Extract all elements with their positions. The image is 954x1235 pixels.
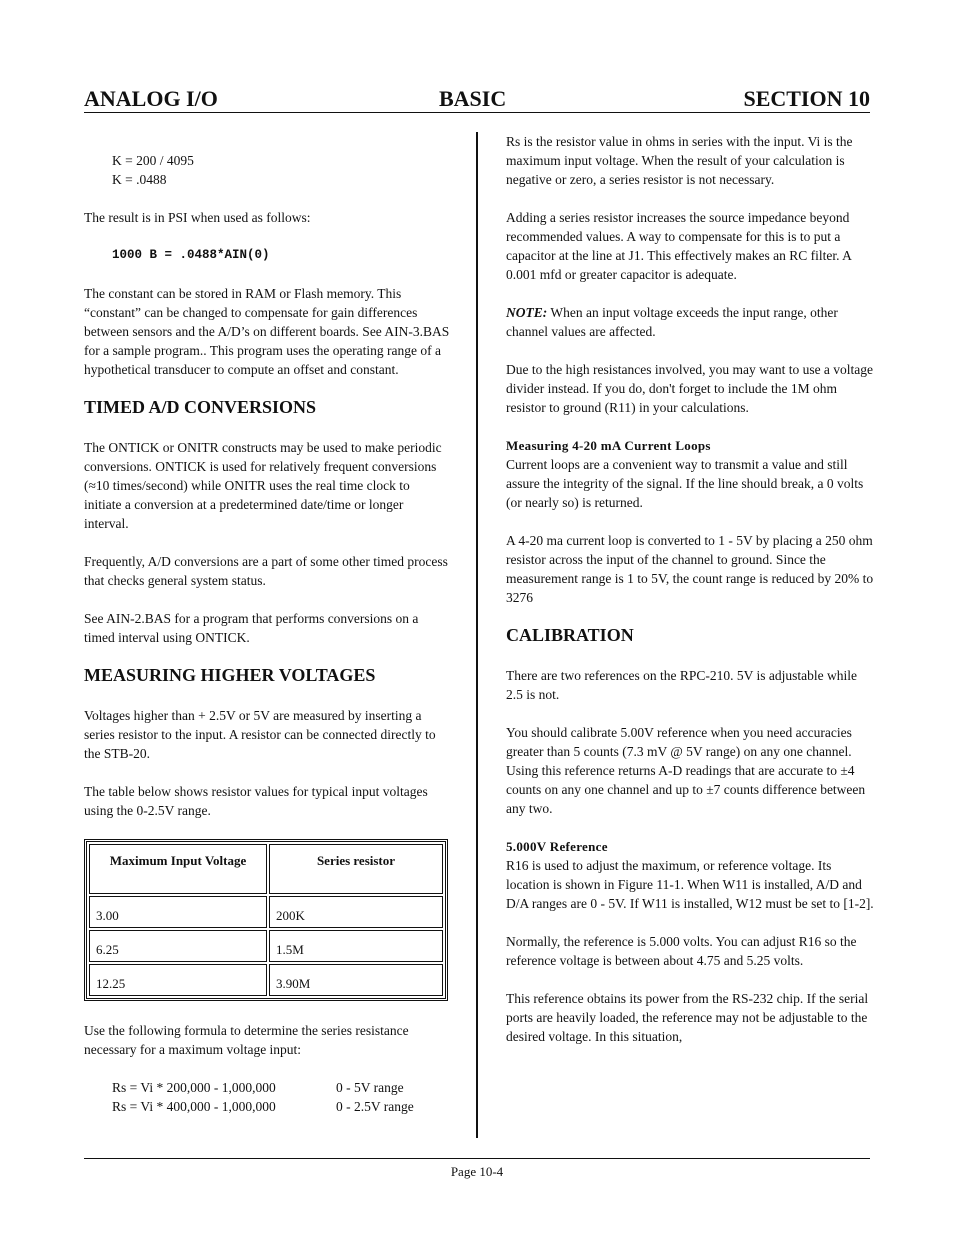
page-header	[84, 84, 870, 113]
header-section: SECTION 10	[743, 86, 870, 111]
formula-equation: Rs = Vi * 400,000 - 1,000,000	[112, 1099, 276, 1114]
current-loops-paragraph-1: Current loops are a convenient way to transmit a value and still assure the integrity of the signal. If the line should break, a 0 volts (or nearly so) is returned.	[506, 457, 864, 510]
table-header-row	[89, 844, 443, 894]
formula-range: 0 - 5V range	[336, 1080, 404, 1095]
formula-intro: Use the following formula to determine the series resistance necessary for a maximum voltage input:	[84, 1023, 409, 1057]
reference-paragraph-2: Normally, the reference is 5.000 volts. You can adjust R16 so the reference voltage is between about 4.75 and 5.25 volts.	[506, 934, 857, 968]
page-number: Page 10-4	[450, 1164, 504, 1179]
k-line: K = 200 / 4095	[112, 153, 194, 168]
table-cell: 3.90M	[269, 964, 443, 996]
right-column	[506, 132, 874, 1046]
section-heading-higher-voltages: MEASURING HIGHER VOLTAGES	[84, 665, 376, 685]
table-row	[89, 964, 443, 996]
calibration-paragraph-1: There are two references on the RPC-210. 5V is adjustable while 2.5 is not.	[506, 668, 858, 702]
note-paragraph	[506, 303, 874, 341]
formula-line	[84, 1078, 450, 1097]
result-text: The result is in PSI when used as follows:	[84, 210, 311, 225]
table-header-voltage: Maximum Input Voltage	[89, 844, 267, 894]
table-cell: 1.5M	[269, 930, 443, 962]
calibration-paragraph-2: You should calibrate 5.00V reference when you need accuracies greater than 5 counts (7.3 mV @ 5V range) on any one channel. Using this reference returns A-D readings that are accurate to ±4 counts on any one channel and up to ±7 counts difference between any two.	[506, 725, 866, 816]
constant-paragraph: The constant can be stored in RAM or Flash memory. This “constant” can be changed to compensate for gain differences between sensors and the A/D’s on different boards. See AIN-3.BAS for a sample program.. This program uses the operating range of a hypothetical transducer to compute an offset and constant.	[84, 286, 450, 377]
code-line: 1000 B = .0488*AIN(0)	[112, 248, 270, 262]
header-chapter: ANALOG I/O	[84, 86, 218, 111]
formula-line	[84, 1097, 450, 1116]
column-divider	[476, 132, 478, 1138]
current-loops-paragraph-2: A 4-20 ma current loop is converted to 1 - 5V by placing a 250 ohm resistor across the input of the channel to ground. Since the measurement range is 1 to 5V, the count range is reduced by 20% to 3276	[506, 533, 874, 605]
formula-range: 0 - 2.5V range	[336, 1099, 414, 1114]
note-text: When an input voltage exceeds the input range, other channel values are affected.	[506, 305, 838, 339]
higher-paragraph-1: Voltages higher than + 2.5V or 5V are measured by inserting a series resistor to the input. A resistor can be connected directly to the STB-20.	[84, 708, 436, 761]
table-header-resistor: Series resistor	[269, 844, 443, 894]
k-line: K = .0488	[112, 172, 167, 187]
rs-paragraph: Rs is the resistor value in ohms in series with the input. Vi is the maximum input voltage. When the result of your calculation is negative or zero, a series resistor is not necessary.	[506, 134, 853, 187]
series-resistor-paragraph: Adding a series resistor increases the source impedance beyond recommended values. A way to compensate for this is to put a capacitor at the line at J1. This effectively makes an RC filter. A 0.001 mfd or greater capacitor is adequate.	[506, 210, 852, 282]
voltage-divider-paragraph: Due to the high resistances involved, you may want to use a voltage divider instead. If you do, don't forget to include the 1M ohm resistor to ground (R11) in your calculations.	[506, 362, 874, 415]
subheading-reference: 5.000V Reference	[506, 839, 608, 854]
note-label: NOTE:	[506, 305, 548, 320]
left-column	[84, 151, 450, 1116]
table-cell: 6.25	[89, 930, 267, 962]
reference-paragraph-1: R16 is used to adjust the maximum, or reference voltage. Its location is shown in Figure 11-1. When W11 is installed, A/D and D/A ranges are 0 - 5V. If W11 is installed, W12 must be set to [1-2].	[506, 858, 874, 911]
formula-equation: Rs = Vi * 200,000 - 1,000,000	[112, 1080, 276, 1095]
table-cell: 12.25	[89, 964, 267, 996]
higher-paragraph-2: The table below shows resistor values for typical input voltages using the 0-2.5V range.	[84, 784, 428, 818]
timed-paragraph-1: The ONTICK or ONITR constructs may be used to make periodic conversions. ONTICK is used for relatively frequent conversions (≈10 times/second) while ONITR uses the real time clock to initiate a conversion at a predetermined date/time or longer interval.	[84, 440, 442, 531]
resistor-table	[84, 839, 448, 1001]
subheading-current-loops: Measuring 4-20 mA Current Loops	[506, 438, 711, 453]
table-cell: 3.00	[89, 896, 267, 928]
table-row	[89, 930, 443, 962]
timed-paragraph-3: See AIN-2.BAS for a program that performs conversions on a timed interval using ONTICK.	[84, 611, 419, 645]
table-row	[89, 896, 443, 928]
header-topic: BASIC	[439, 86, 507, 111]
reference-paragraph-3: This reference obtains its power from the RS-232 chip. If the serial ports are heavily loaded, the reference may not be adjustable to the desired voltage. In this situation,	[506, 991, 869, 1044]
timed-paragraph-2: Frequently, A/D conversions are a part of some other timed process that checks general system status.	[84, 554, 448, 588]
section-heading-timed: TIMED A/D CONVERSIONS	[84, 397, 317, 417]
page-footer	[84, 1158, 870, 1180]
section-heading-calibration: CALIBRATION	[506, 625, 634, 645]
table-cell: 200K	[269, 896, 443, 928]
